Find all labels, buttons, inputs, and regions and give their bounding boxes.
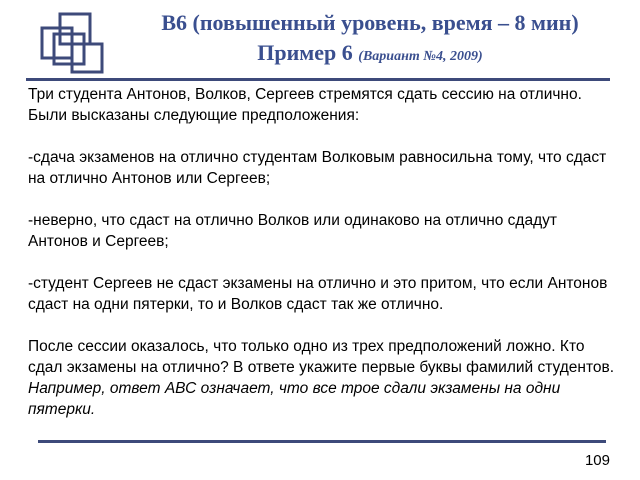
page-number: 109: [584, 452, 610, 469]
overlapping-squares-icon: [32, 10, 112, 76]
variant-subtitle: (Вариант №4, 2009): [358, 49, 483, 64]
task-text: [28, 84, 618, 420]
title-line-2: [120, 40, 620, 70]
top-divider: [26, 78, 610, 81]
intro-paragraph: Три студента Антонов, Волков, Сергеев стремятся сдать сессию на отлично. Были высказаны следующие предположения:: [28, 86, 582, 124]
title-line-1: B6 (повышенный уровень, время – 8 мин): [161, 10, 579, 35]
question-text: После сессии оказалось, что только одно из трех предположений ложно. Кто сдал экзамены на отлично? В ответе укажите первые буквы фамилий студентов.: [28, 338, 615, 376]
statement-3: -студент Сергеев не сдаст экзамены на отлично и это притом, что если Антонов сдаст на одни пятерки, то и Волков сдаст так же отлично.: [28, 275, 608, 313]
example-heading: Пример 6: [257, 40, 353, 65]
answer-example: Например, ответ АВС означает, что все трое сдали экзамены на одни пятерки.: [28, 380, 561, 418]
question-paragraph: [28, 336, 618, 420]
slide-title: [120, 10, 620, 70]
bottom-divider: [38, 440, 606, 443]
statement-2: -неверно, что сдаст на отлично Волков или одинаково на отлично сдадут Антонов и Сергеев;: [28, 212, 557, 250]
statement-1: -сдача экзаменов на отлично студентам Волковым равносильна тому, что сдаст на отлично Антонов или Сергеев;: [28, 149, 607, 187]
